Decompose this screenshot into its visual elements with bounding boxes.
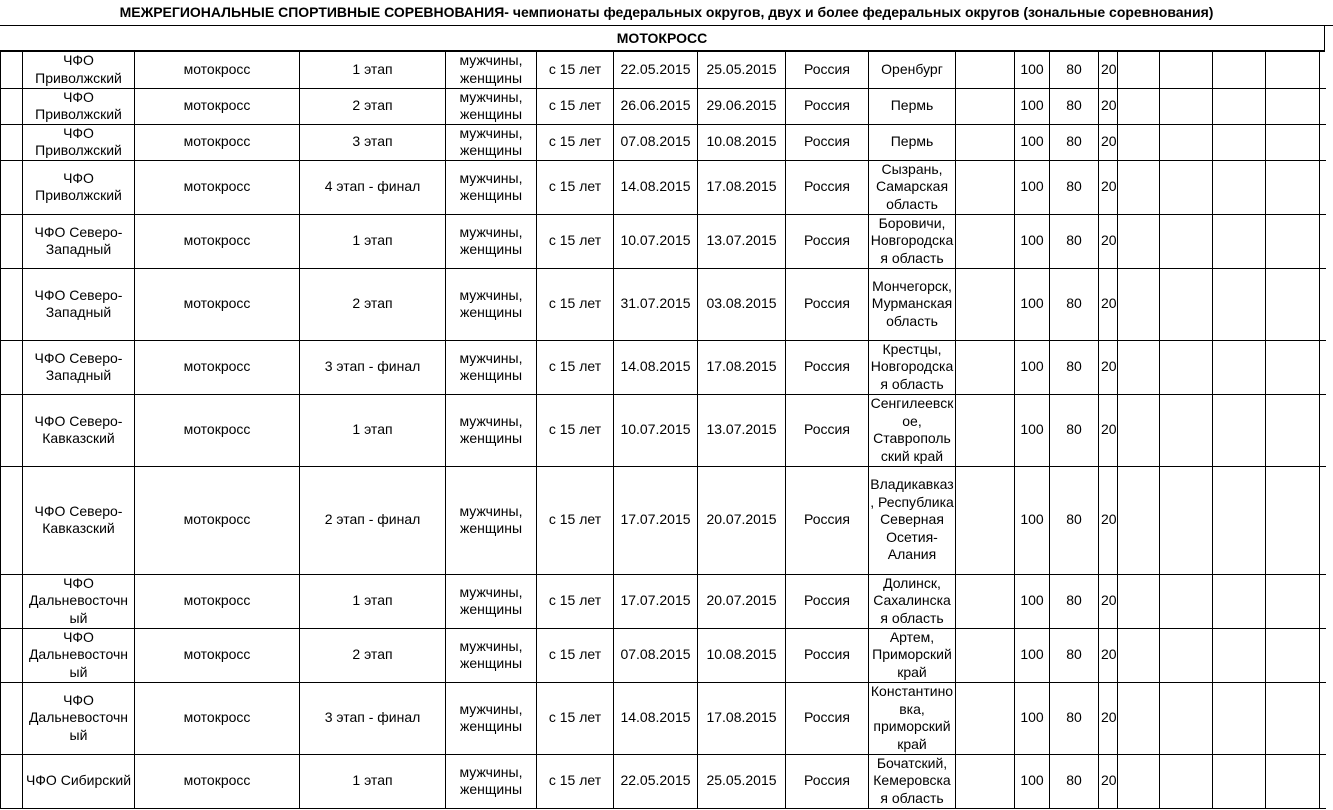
age-cell[interactable]: с 15 лет <box>537 52 614 88</box>
district-cell[interactable]: ЧФО Приволжский <box>23 160 135 214</box>
value-1-cell[interactable]: 100 <box>1015 628 1050 682</box>
table-row <box>1 160 1326 214</box>
discipline-cell[interactable]: мотокросс <box>135 466 300 574</box>
country-cell[interactable]: Россия <box>786 268 869 340</box>
value-1-cell[interactable]: 100 <box>1015 574 1050 628</box>
district-cell[interactable]: ЧФО Приволжский <box>23 52 135 88</box>
value-3-cell[interactable]: 20 <box>1099 160 1118 214</box>
document-title: МЕЖРЕГИОНАЛЬНЫЕ СПОРТИВНЫЕ СОРЕВНОВАНИЯ- чемпионаты федеральных округов, двух и более федеральных округов (зональные соревнования) <box>0 0 1333 26</box>
empty-cell[interactable] <box>1118 754 1160 808</box>
start-date-cell[interactable]: 26.06.2015 <box>614 88 698 124</box>
place-cell[interactable]: Пермь <box>869 124 956 160</box>
country-cell[interactable]: Россия <box>786 466 869 574</box>
gender-cell[interactable]: мужчины, женщины <box>446 268 537 340</box>
gender-cell[interactable]: мужчины, женщины <box>446 574 537 628</box>
row-margin-cell[interactable] <box>1 628 23 682</box>
place-cell[interactable]: Пермь <box>869 88 956 124</box>
value-1-cell[interactable]: 100 <box>1015 394 1050 466</box>
empty-cell[interactable] <box>1118 268 1160 340</box>
empty-cell[interactable] <box>1118 682 1160 754</box>
discipline-cell[interactable]: мотокросс <box>135 88 300 124</box>
discipline-cell[interactable]: мотокросс <box>135 160 300 214</box>
discipline-cell[interactable]: мотокросс <box>135 124 300 160</box>
end-date-cell[interactable]: 13.07.2015 <box>698 214 786 268</box>
stage-cell[interactable]: 2 этап <box>300 268 446 340</box>
place-cell[interactable]: Долинск, Сахалинская область <box>869 574 956 628</box>
start-date-cell[interactable]: 14.08.2015 <box>614 682 698 754</box>
row-margin-cell[interactable] <box>1 466 23 574</box>
stage-cell[interactable]: 1 этап <box>300 574 446 628</box>
age-cell[interactable]: с 15 лет <box>537 394 614 466</box>
empty-cell[interactable] <box>1266 682 1320 754</box>
empty-cell[interactable] <box>1213 394 1266 466</box>
value-3-cell[interactable]: 20 <box>1099 340 1118 394</box>
empty-cell[interactable] <box>1160 682 1213 754</box>
district-cell[interactable]: ЧФО Дальневосточный <box>23 682 135 754</box>
empty-cell[interactable] <box>1266 88 1320 124</box>
place-cell[interactable]: Крестцы, Новгородская область <box>869 340 956 394</box>
empty-cell[interactable] <box>1213 160 1266 214</box>
country-cell[interactable]: Россия <box>786 628 869 682</box>
value-2-cell[interactable]: 80 <box>1050 214 1099 268</box>
empty-cell[interactable] <box>1266 268 1320 340</box>
value-3-cell[interactable]: 20 <box>1099 124 1118 160</box>
empty-cell[interactable] <box>1160 340 1213 394</box>
table-row <box>1 214 1326 268</box>
age-cell[interactable]: с 15 лет <box>537 160 614 214</box>
value-3-cell[interactable]: 20 <box>1099 682 1118 754</box>
empty-cell[interactable] <box>1213 52 1266 88</box>
value-3-cell[interactable]: 20 <box>1099 574 1118 628</box>
stage-cell[interactable]: 1 этап <box>300 52 446 88</box>
empty-cell[interactable] <box>1213 754 1266 808</box>
start-date-cell[interactable]: 07.08.2015 <box>614 124 698 160</box>
empty-cell[interactable] <box>956 754 1015 808</box>
empty-cell[interactable] <box>1266 340 1320 394</box>
district-cell[interactable]: ЧФО Северо-Западный <box>23 340 135 394</box>
discipline-cell[interactable]: мотокросс <box>135 394 300 466</box>
empty-cell[interactable] <box>1266 466 1320 574</box>
value-1-cell[interactable]: 100 <box>1015 52 1050 88</box>
row-margin-cell[interactable] <box>1 754 23 808</box>
value-3-cell[interactable]: 20 <box>1099 268 1118 340</box>
row-margin-cell[interactable] <box>1 160 23 214</box>
age-cell[interactable]: с 15 лет <box>537 754 614 808</box>
start-date-cell[interactable]: 17.07.2015 <box>614 466 698 574</box>
end-date-cell[interactable]: 17.08.2015 <box>698 160 786 214</box>
empty-cell[interactable] <box>1118 394 1160 466</box>
empty-cell[interactable] <box>1213 682 1266 754</box>
discipline-cell[interactable]: мотокросс <box>135 754 300 808</box>
empty-cell[interactable] <box>1266 394 1320 466</box>
empty-cell[interactable] <box>1266 754 1320 808</box>
value-1-cell[interactable]: 100 <box>1015 754 1050 808</box>
table-row <box>1 466 1326 574</box>
empty-cell[interactable] <box>956 682 1015 754</box>
stage-cell[interactable]: 3 этап <box>300 124 446 160</box>
country-cell[interactable]: Россия <box>786 160 869 214</box>
age-cell[interactable]: с 15 лет <box>537 574 614 628</box>
empty-cell[interactable] <box>1118 88 1160 124</box>
row-margin-cell[interactable] <box>1 268 23 340</box>
value-2-cell[interactable]: 80 <box>1050 394 1099 466</box>
row-margin-cell[interactable] <box>1 52 23 88</box>
gender-cell[interactable]: мужчины, женщины <box>446 88 537 124</box>
row-margin-cell[interactable] <box>1 340 23 394</box>
row-margin-cell[interactable] <box>1 682 23 754</box>
empty-cell[interactable] <box>1266 574 1320 628</box>
end-date-cell[interactable]: 10.08.2015 <box>698 628 786 682</box>
place-cell[interactable]: Бочатский, Кемеровская область <box>869 754 956 808</box>
discipline-cell[interactable]: мотокросс <box>135 52 300 88</box>
empty-cell[interactable] <box>956 160 1015 214</box>
value-2-cell[interactable]: 80 <box>1050 466 1099 574</box>
empty-cell[interactable] <box>1213 466 1266 574</box>
district-cell[interactable]: ЧФО Северо-Западный <box>23 268 135 340</box>
gender-cell[interactable]: мужчины, женщины <box>446 394 537 466</box>
discipline-cell[interactable]: мотокросс <box>135 214 300 268</box>
empty-cell[interactable] <box>956 268 1015 340</box>
end-date-cell[interactable]: 17.08.2015 <box>698 682 786 754</box>
row-margin-cell[interactable] <box>1 88 23 124</box>
place-cell[interactable]: Боровичи, Новгородская область <box>869 214 956 268</box>
age-cell[interactable]: с 15 лет <box>537 268 614 340</box>
gender-cell[interactable]: мужчины, женщины <box>446 52 537 88</box>
value-1-cell[interactable]: 100 <box>1015 682 1050 754</box>
table-row <box>1 574 1326 628</box>
empty-cell[interactable] <box>1320 160 1326 214</box>
empty-cell[interactable] <box>1320 124 1326 160</box>
empty-cell[interactable] <box>1118 160 1160 214</box>
stage-cell[interactable]: 3 этап - финал <box>300 340 446 394</box>
age-cell[interactable]: с 15 лет <box>537 88 614 124</box>
value-2-cell[interactable]: 80 <box>1050 574 1099 628</box>
table-row <box>1 340 1326 394</box>
empty-cell[interactable] <box>1320 754 1326 808</box>
empty-cell[interactable] <box>1160 214 1213 268</box>
country-cell[interactable]: Россия <box>786 682 869 754</box>
empty-cell[interactable] <box>1118 52 1160 88</box>
stage-cell[interactable]: 1 этап <box>300 754 446 808</box>
empty-cell[interactable] <box>956 124 1015 160</box>
empty-cell[interactable] <box>1160 160 1213 214</box>
value-2-cell[interactable]: 80 <box>1050 124 1099 160</box>
empty-cell[interactable] <box>956 214 1015 268</box>
gender-cell[interactable]: мужчины, женщины <box>446 682 537 754</box>
gender-cell[interactable]: мужчины, женщины <box>446 214 537 268</box>
end-date-cell[interactable]: 25.05.2015 <box>698 52 786 88</box>
empty-cell[interactable] <box>1320 214 1326 268</box>
stage-cell[interactable]: 4 этап - финал <box>300 160 446 214</box>
country-cell[interactable]: Россия <box>786 574 869 628</box>
value-1-cell[interactable]: 100 <box>1015 160 1050 214</box>
empty-cell[interactable] <box>1118 124 1160 160</box>
start-date-cell[interactable]: 14.08.2015 <box>614 340 698 394</box>
end-date-cell[interactable]: 13.07.2015 <box>698 394 786 466</box>
empty-cell[interactable] <box>1213 268 1266 340</box>
value-3-cell[interactable]: 20 <box>1099 52 1118 88</box>
empty-cell[interactable] <box>1320 394 1326 466</box>
value-2-cell[interactable]: 80 <box>1050 340 1099 394</box>
row-margin-cell[interactable] <box>1 124 23 160</box>
value-1-cell[interactable]: 100 <box>1015 124 1050 160</box>
gender-cell[interactable]: мужчины, женщины <box>446 160 537 214</box>
start-date-cell[interactable]: 10.07.2015 <box>614 214 698 268</box>
empty-cell[interactable] <box>1160 574 1213 628</box>
empty-cell[interactable] <box>1118 340 1160 394</box>
empty-cell[interactable] <box>1160 268 1213 340</box>
empty-cell[interactable] <box>1160 124 1213 160</box>
row-margin-cell[interactable] <box>1 574 23 628</box>
table-body <box>1 52 1326 808</box>
empty-cell[interactable] <box>1160 754 1213 808</box>
gender-cell[interactable]: мужчины, женщины <box>446 628 537 682</box>
district-cell[interactable]: ЧФО Дальневосточный <box>23 628 135 682</box>
gender-cell[interactable]: мужчины, женщины <box>446 466 537 574</box>
end-date-cell[interactable]: 17.08.2015 <box>698 340 786 394</box>
empty-cell[interactable] <box>1118 628 1160 682</box>
empty-cell[interactable] <box>1266 52 1320 88</box>
district-cell[interactable]: ЧФО Приволжский <box>23 88 135 124</box>
empty-cell[interactable] <box>1320 466 1326 574</box>
row-margin-cell[interactable] <box>1 394 23 466</box>
start-date-cell[interactable]: 17.07.2015 <box>614 574 698 628</box>
empty-cell[interactable] <box>1320 574 1326 628</box>
place-cell[interactable]: Оренбург <box>869 52 956 88</box>
value-3-cell[interactable]: 20 <box>1099 466 1118 574</box>
discipline-cell[interactable]: мотокросс <box>135 340 300 394</box>
table-row <box>1 124 1326 160</box>
district-cell[interactable]: ЧФО Дальневосточный <box>23 574 135 628</box>
empty-cell[interactable] <box>1118 574 1160 628</box>
gender-cell[interactable]: мужчины, женщины <box>446 340 537 394</box>
discipline-cell[interactable]: мотокросс <box>135 574 300 628</box>
age-cell[interactable]: с 15 лет <box>537 340 614 394</box>
value-3-cell[interactable]: 20 <box>1099 214 1118 268</box>
empty-cell[interactable] <box>1266 628 1320 682</box>
value-3-cell[interactable]: 20 <box>1099 754 1118 808</box>
start-date-cell[interactable]: 22.05.2015 <box>614 754 698 808</box>
age-cell[interactable]: с 15 лет <box>537 682 614 754</box>
empty-cell[interactable] <box>1160 52 1213 88</box>
stage-cell[interactable]: 1 этап <box>300 394 446 466</box>
district-cell[interactable]: ЧФО Северо-Кавказский <box>23 466 135 574</box>
empty-cell[interactable] <box>956 574 1015 628</box>
gender-cell[interactable]: мужчины, женщины <box>446 754 537 808</box>
place-cell[interactable]: Владикавказ, Республика Северная Осетия-Алания <box>869 466 956 574</box>
value-3-cell[interactable]: 20 <box>1099 628 1118 682</box>
empty-cell[interactable] <box>1320 88 1326 124</box>
empty-cell[interactable] <box>1118 466 1160 574</box>
empty-cell[interactable] <box>1320 340 1326 394</box>
value-1-cell[interactable]: 100 <box>1015 466 1050 574</box>
empty-cell[interactable] <box>956 466 1015 574</box>
table-row <box>1 88 1326 124</box>
table-row <box>1 394 1326 466</box>
age-cell[interactable]: с 15 лет <box>537 214 614 268</box>
table-row <box>1 628 1326 682</box>
row-margin-cell[interactable] <box>1 214 23 268</box>
end-date-cell[interactable]: 25.05.2015 <box>698 754 786 808</box>
district-cell[interactable]: ЧФО Северо-Западный <box>23 214 135 268</box>
empty-cell[interactable] <box>956 88 1015 124</box>
country-cell[interactable]: Россия <box>786 214 869 268</box>
end-date-cell[interactable]: 20.07.2015 <box>698 574 786 628</box>
value-1-cell[interactable]: 100 <box>1015 214 1050 268</box>
value-3-cell[interactable]: 20 <box>1099 394 1118 466</box>
gender-cell[interactable]: мужчины, женщины <box>446 124 537 160</box>
age-cell[interactable]: с 15 лет <box>537 124 614 160</box>
place-cell[interactable]: Сызрань, Самарская область <box>869 160 956 214</box>
end-date-cell[interactable]: 10.08.2015 <box>698 124 786 160</box>
value-2-cell[interactable]: 80 <box>1050 628 1099 682</box>
value-2-cell[interactable]: 80 <box>1050 160 1099 214</box>
section-title: МОТОКРОСС <box>0 26 1325 52</box>
empty-cell[interactable] <box>1213 88 1266 124</box>
empty-cell[interactable] <box>1266 124 1320 160</box>
place-cell[interactable]: Мончегорск, Мурманская область <box>869 268 956 340</box>
country-cell[interactable]: Россия <box>786 124 869 160</box>
value-1-cell[interactable]: 100 <box>1015 88 1050 124</box>
empty-cell[interactable] <box>1213 628 1266 682</box>
place-cell[interactable]: Сенгилеевское, Ставропольский край <box>869 394 956 466</box>
empty-cell[interactable] <box>956 394 1015 466</box>
start-date-cell[interactable]: 07.08.2015 <box>614 628 698 682</box>
stage-cell[interactable]: 2 этап <box>300 628 446 682</box>
district-cell[interactable]: ЧФО Северо-Кавказский <box>23 394 135 466</box>
discipline-cell[interactable]: мотокросс <box>135 268 300 340</box>
stage-cell[interactable]: 1 этап <box>300 214 446 268</box>
empty-cell[interactable] <box>1213 574 1266 628</box>
empty-cell[interactable] <box>1118 214 1160 268</box>
empty-cell[interactable] <box>1160 628 1213 682</box>
district-cell[interactable]: ЧФО Сибирский <box>23 754 135 808</box>
value-2-cell[interactable]: 80 <box>1050 268 1099 340</box>
table-row <box>1 682 1326 754</box>
empty-cell[interactable] <box>1320 268 1326 340</box>
empty-cell[interactable] <box>1266 160 1320 214</box>
stage-cell[interactable]: 2 этап - финал <box>300 466 446 574</box>
place-cell[interactable]: Артем, Приморский край <box>869 628 956 682</box>
table-row <box>1 268 1326 340</box>
end-date-cell[interactable]: 03.08.2015 <box>698 268 786 340</box>
age-cell[interactable]: с 15 лет <box>537 628 614 682</box>
value-1-cell[interactable]: 100 <box>1015 340 1050 394</box>
table-row <box>1 52 1326 88</box>
stage-cell[interactable]: 3 этап - финал <box>300 682 446 754</box>
value-3-cell[interactable]: 20 <box>1099 88 1118 124</box>
empty-cell[interactable] <box>1160 466 1213 574</box>
end-date-cell[interactable]: 29.06.2015 <box>698 88 786 124</box>
start-date-cell[interactable]: 31.07.2015 <box>614 268 698 340</box>
place-cell[interactable]: Константиновка, приморский край <box>869 682 956 754</box>
table-row <box>1 754 1326 808</box>
country-cell[interactable]: Россия <box>786 88 869 124</box>
end-date-cell[interactable]: 20.07.2015 <box>698 466 786 574</box>
start-date-cell[interactable]: 22.05.2015 <box>614 52 698 88</box>
empty-cell[interactable] <box>1213 340 1266 394</box>
empty-cell[interactable] <box>956 52 1015 88</box>
country-cell[interactable]: Россия <box>786 394 869 466</box>
competition-table <box>0 52 1326 809</box>
value-1-cell[interactable]: 100 <box>1015 268 1050 340</box>
start-date-cell[interactable]: 14.08.2015 <box>614 160 698 214</box>
country-cell[interactable]: Россия <box>786 340 869 394</box>
empty-cell[interactable] <box>956 340 1015 394</box>
empty-cell[interactable] <box>1266 214 1320 268</box>
discipline-cell[interactable]: мотокросс <box>135 628 300 682</box>
country-cell[interactable]: Россия <box>786 52 869 88</box>
empty-cell[interactable] <box>1320 52 1326 88</box>
empty-cell[interactable] <box>956 628 1015 682</box>
empty-cell[interactable] <box>1160 88 1213 124</box>
start-date-cell[interactable]: 10.07.2015 <box>614 394 698 466</box>
empty-cell[interactable] <box>1213 214 1266 268</box>
age-cell[interactable]: с 15 лет <box>537 466 614 574</box>
empty-cell[interactable] <box>1320 682 1326 754</box>
value-2-cell[interactable]: 80 <box>1050 88 1099 124</box>
empty-cell[interactable] <box>1320 628 1326 682</box>
stage-cell[interactable]: 2 этап <box>300 88 446 124</box>
country-cell[interactable]: Россия <box>786 754 869 808</box>
value-2-cell[interactable]: 80 <box>1050 682 1099 754</box>
value-2-cell[interactable]: 80 <box>1050 52 1099 88</box>
empty-cell[interactable] <box>1160 394 1213 466</box>
district-cell[interactable]: ЧФО Приволжский <box>23 124 135 160</box>
discipline-cell[interactable]: мотокросс <box>135 682 300 754</box>
empty-cell[interactable] <box>1213 124 1266 160</box>
value-2-cell[interactable]: 80 <box>1050 754 1099 808</box>
